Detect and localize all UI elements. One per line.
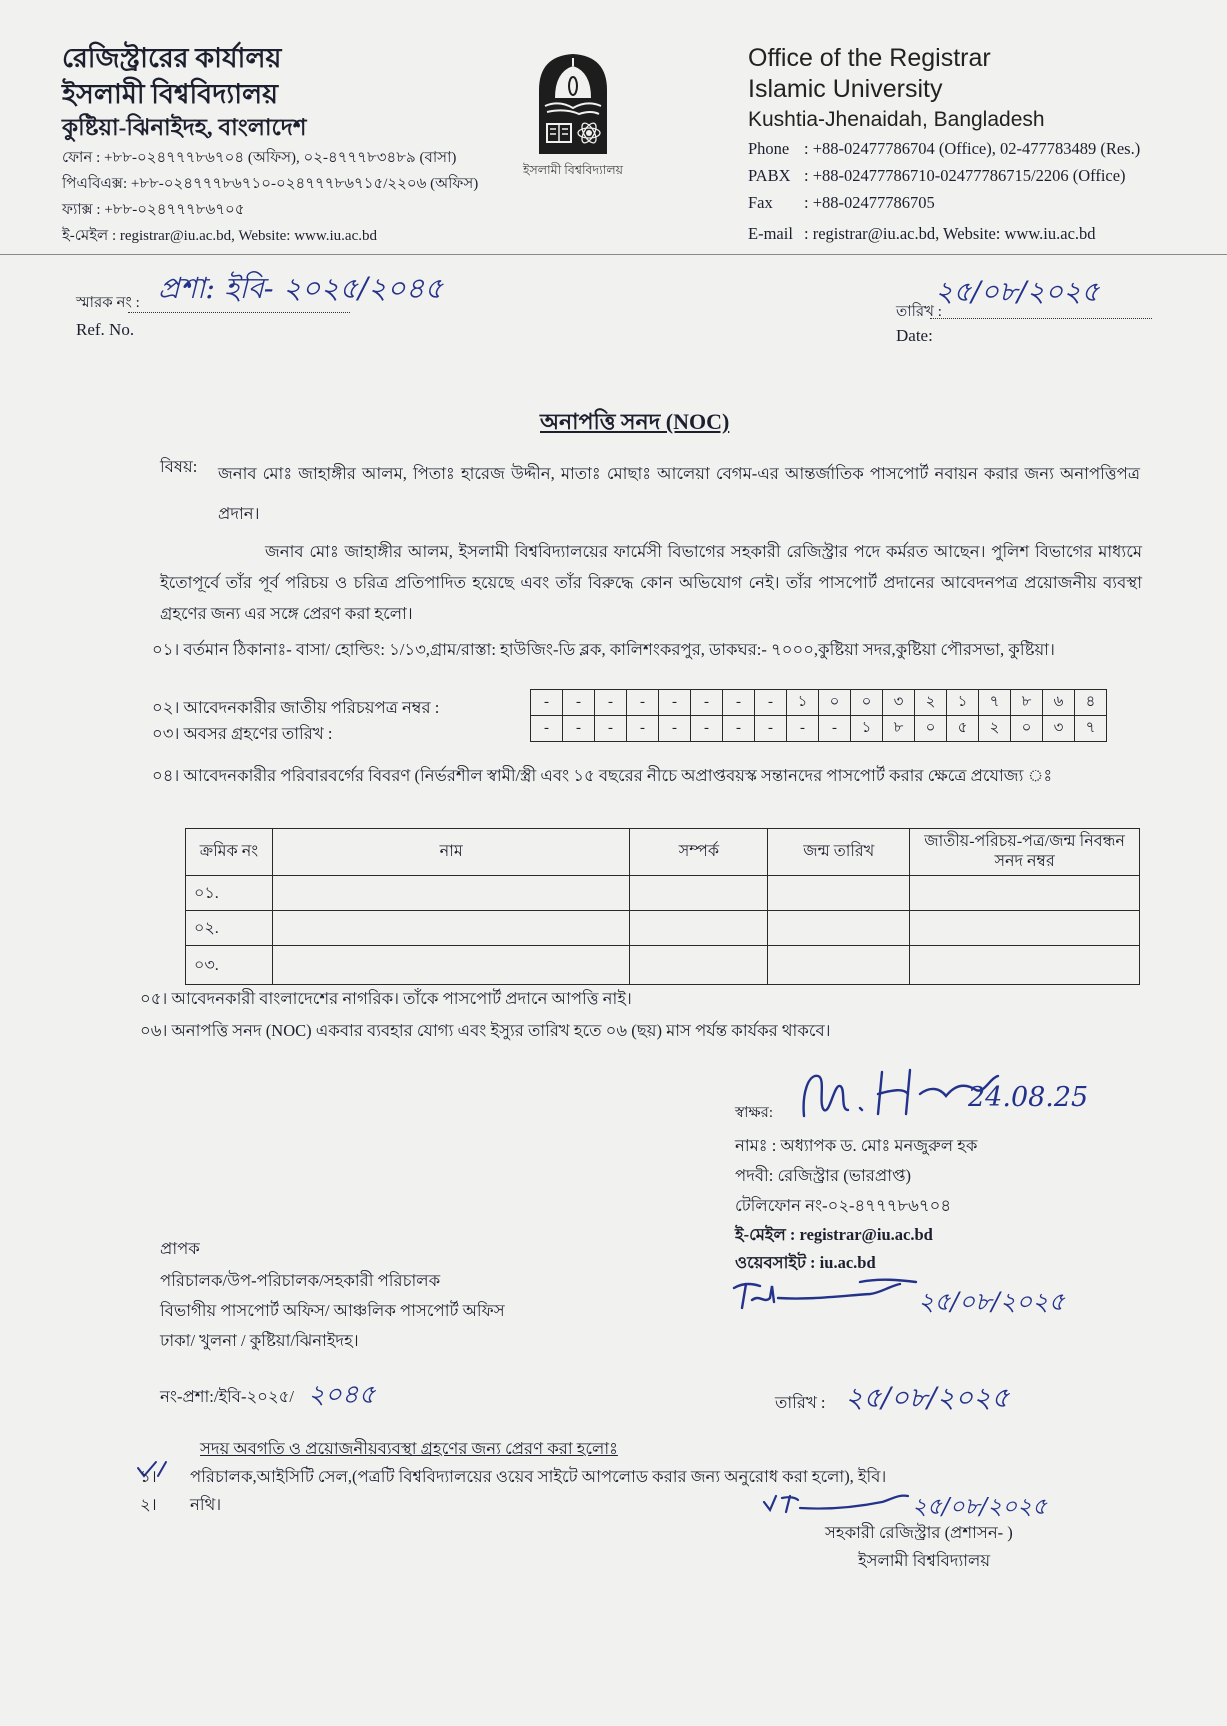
table-row	[186, 946, 1140, 985]
recipient-line-1: পরিচালক/উপ-পরিচালক/সহকারী পরিচালক	[160, 1271, 441, 1290]
fax-bn: ফ্যাক্স : +৮৮-০২৪৭৭৭৮৬৭০৫	[62, 202, 245, 218]
office-name-en: Office of the Registrar	[748, 44, 991, 72]
item-validity: ০৬। অনাপত্তি সনদ (NOC) একবার ব্যবহার যোগ্য এবং ইস্যুর তারিখ হতে ০৬ (ছয়) মাস পর্যন্ত কার্যকর থাকবে।	[140, 1021, 831, 1040]
distribution-item-number: ২।	[140, 1495, 157, 1514]
initial-date-handwritten: ২৫/০৮/২০২৫	[918, 1287, 1065, 1316]
row-birth-date	[768, 911, 910, 946]
family-table	[185, 828, 1140, 985]
retirement-digit-cell: ৭	[1075, 716, 1107, 742]
university-name-en: Islamic University	[748, 75, 943, 103]
row-name	[272, 876, 630, 911]
retirement-digit-cell: -	[691, 716, 723, 742]
pabx-value: : +88-02477786710-02477786715/2206 (Office)	[804, 166, 1126, 185]
ref-label-bn: স্মারক নং :	[76, 295, 140, 311]
nid-digit-cell: -	[531, 690, 563, 716]
phone-value: : +88-02477786704 (Office), 02-477783489 (Res.)	[804, 139, 1141, 158]
retirement-digit-cell: -	[787, 716, 819, 742]
memo-date-handwritten: ২৫/০৮/২০২৫	[845, 1381, 1010, 1414]
signature-date-handwritten: 24.08.25	[968, 1082, 1089, 1113]
nid-digit-cell: ০	[851, 690, 883, 716]
university-logo	[535, 50, 611, 156]
nid-digit-cell: ৭	[979, 690, 1011, 716]
column-header-serial: ক্রমিক নং	[186, 829, 273, 876]
memo-date-label: তারিখ :	[775, 1393, 826, 1412]
nid-digit-cell: ৪	[1075, 690, 1107, 716]
column-header-name: নাম	[272, 829, 630, 876]
row-relation	[630, 946, 768, 985]
email-value: : registrar@iu.ac.bd, Website: www.iu.ac.bd	[804, 224, 1096, 243]
document-title: অনাপত্তি সনদ (NOC)	[540, 409, 730, 434]
fax-value: : +88-02477786705	[804, 193, 935, 212]
nid-digit-cell: -	[755, 690, 787, 716]
item-address: ০১। বর্তমান ঠিকানাঃ- বাসা/ হোল্ডিং: ১/১৩,গ্রাম/রাস্তা: হাউজিং-ডি ব্লক, কালিশংকরপুর, ডাকঘর:- ৭০০০,কুষ্টিয়া সদর,কুষ্টিয়া পৌরসভা, কুষ্টিয়া।	[152, 640, 1055, 659]
column-header-relation: সম্পর্ক	[630, 829, 768, 876]
university-name-bn: ইসলামী বিশ্ববিদ্যালয়	[62, 79, 279, 109]
row-nid	[910, 911, 1140, 946]
pabx-en	[748, 166, 1126, 186]
family-table-header	[186, 829, 1140, 876]
assistant-registrar-signature	[762, 1490, 912, 1518]
retirement-digit-cell: -	[563, 716, 595, 742]
phone-bn: ফোন : +৮৮-০২৪৭৭৭৮৬৭০৪ (অফিস), ০২-৪৭৭৭৮৩৪৮৯ (বাসা)	[62, 150, 457, 166]
id-number-grid	[530, 689, 1107, 742]
row-nid	[910, 876, 1140, 911]
row-serial: ০৩.	[186, 946, 273, 985]
phone-label: Phone	[748, 139, 790, 158]
distribution-item-text: নথি।	[190, 1495, 222, 1514]
nid-digit-cell: ২	[915, 690, 947, 716]
header-divider	[0, 254, 1227, 255]
recipient-line-2: বিভাগীয় পাসপোর্ট অফিস/ আঞ্চলিক পাসপোর্ট অফিস	[160, 1301, 505, 1320]
location-bn: কুষ্টিয়া-ঝিনাইদহ, বাংলাদেশ	[62, 115, 307, 140]
row-birth-date	[768, 876, 910, 911]
item-citizen: ০৫। আবেদনকারী বাংলাদেশের নাগরিক। তাঁকে পাসপোর্ট প্রদানে আপত্তি নাই।	[140, 989, 632, 1008]
retirement-digit-cell: ০	[1011, 716, 1043, 742]
nid-digit-cell: -	[659, 690, 691, 716]
retirement-digit-cell: -	[659, 716, 691, 742]
initial-signature	[730, 1274, 920, 1320]
nid-digit-cell: -	[595, 690, 627, 716]
nid-digit-cell: ৬	[1043, 690, 1075, 716]
ref-label-en: Ref. No.	[76, 320, 135, 339]
retirement-digit-cell: -	[755, 716, 787, 742]
retirement-digit-cell: ০	[915, 716, 947, 742]
distribution-item-text: পরিচালক,আইসিটি সেল,(পত্রটি বিশ্ববিদ্যালয়ের ওয়েব সাইটে আপলোড করার জন্য অনুরোধ করা হলো), ইবি।	[190, 1467, 887, 1486]
date-handwritten: ২৫/০৮/২০২৫	[935, 275, 1100, 308]
email-en	[748, 224, 1096, 244]
date-label-bn: তারিখ :	[896, 304, 942, 320]
logo-caption: ইসলামী বিশ্ববিদ্যালয়	[522, 163, 624, 177]
item-family-details: ০৪। আবেদনকারীর পরিবারবর্গের বিবরণ (নির্ভরশীল স্বামী/স্ত্রী এবং ১৫ বছরের নীচে অপ্রাপ্তবয়স্ক সন্তানদের পাসপোর্ট করার ক্ষেত্রে প্রযোজ্য ঃ	[152, 766, 1053, 785]
ref-number-handwritten: প্রশা: ইবি- ২০২৫/২০৪৫	[158, 271, 444, 305]
fax-label: Fax	[748, 193, 773, 212]
phone-en	[748, 139, 1140, 159]
date-dotted-line	[930, 318, 1152, 319]
row-serial: ০২.	[186, 911, 273, 946]
location-en: Kushtia-Jhenaidah, Bangladesh	[748, 108, 1045, 131]
retirement-digit-cell: ১	[851, 716, 883, 742]
column-header-birth-date: জন্ম তারিখ	[768, 829, 910, 876]
pabx-bn: পিএবিএক্স: +৮৮-০২৪৭৭৭৮৬৭১০-০২৪৭৭৭৮৬৭১৫/২২০৬ (অফিস)	[62, 176, 479, 192]
assistant-registrar-title: সহকারী রেজিস্ট্রার (প্রশাসন- )	[825, 1523, 1013, 1542]
nid-digit-cell: ৮	[1011, 690, 1043, 716]
signatory-telephone: টেলিফোন নং-০২-৪৭৭৭৮৬৭০৪	[735, 1196, 952, 1215]
row-relation	[630, 876, 768, 911]
nid-digit-cell: -	[723, 690, 755, 716]
recipient-label: প্রাপক	[160, 1239, 200, 1258]
memo-number-printed: নং-প্রশা:/ইবি-২০২৫/	[160, 1387, 294, 1406]
signatory-designation: পদবী: রেজিস্ট্রার (ভারপ্রাপ্ত)	[735, 1166, 912, 1185]
signatory-name: নামঃ : অধ্যাপক ড. মোঃ মনজুরুল হক	[735, 1136, 978, 1155]
subject-text: জনাব মোঃ জাহাঙ্গীর আলম, পিতাঃ হারেজ উদ্দীন, মাতাঃ মোছাঃ আলেয়া বেগম-এর আন্তর্জাতিক পাসপোর্ট নবায়ন করার জন্য অনাপত্তিপত্র প্রদান।	[218, 464, 1140, 523]
subject-label: বিষয়:	[160, 457, 198, 476]
retirement-digit-cell: -	[819, 716, 851, 742]
item-retirement-label: ০৩। অবসর গ্রহণের তারিখ :	[152, 724, 333, 743]
nid-digit-cell: ০	[819, 690, 851, 716]
pabx-label: PABX	[748, 166, 791, 185]
distribution-item-number: ১।	[140, 1467, 157, 1486]
retirement-digit-cell: -	[595, 716, 627, 742]
nid-digit-cell: -	[627, 690, 659, 716]
assistant-registrar-date-handwritten: ২৫/০৮/২০২৫	[912, 1494, 1048, 1520]
row-name	[272, 911, 630, 946]
retirement-digit-cell: -	[627, 716, 659, 742]
signatory-website: ওয়েবসাইট : iu.ac.bd	[735, 1253, 876, 1272]
assistant-registrar-org: ইসলামী বিশ্ববিদ্যালয়	[858, 1551, 991, 1570]
row-serial: ০১.	[186, 876, 273, 911]
retirement-digit-cell: ২	[979, 716, 1011, 742]
retirement-digit-row	[531, 716, 1107, 742]
retirement-digit-cell: ৩	[1043, 716, 1075, 742]
office-name-bn: রেজিস্ট্রারের কার্যালয়	[62, 43, 282, 73]
body-paragraph: জনাব মোঃ জাহাঙ্গীর আলম, ইসলামী বিশ্ববিদ্যালয়ের ফার্মেসী বিভাগের সহকারী রেজিস্ট্রার পদে কর্মরত আছেন। পুলিশ বিভাগের মাধ্যমে ইতোপূর্বে তাঁর পূর্ব পরিচয় ও চরিত্র প্রতিপাদিত হয়েছে এবং তাঁর বিরুদ্ধে কোন অভিযোগ নেই। তাঁর পাসপোর্ট প্রদানের আবেদনপত্র প্রয়োজনীয় ব্যবস্থা গ্রহণের জন্য এর সঙ্গে প্রেরণ করা হলো।	[160, 542, 1142, 623]
column-header-nid: জাতীয়-পরিচয়-পত্র/জন্ম নিবন্ধন সনদ নম্বর	[910, 829, 1140, 876]
table-row	[186, 876, 1140, 911]
email-bn: ই-মেইল : registrar@iu.ac.bd, Website: www.iu.ac.bd	[62, 228, 377, 244]
item-nid-label: ০২। আবেদনকারীর জাতীয় পরিচয়পত্র নম্বর :	[152, 698, 440, 717]
email-label: E-mail	[748, 224, 793, 243]
distribution-heading: সদয় অবগতি ও প্রয়োজনীয়ব্যবস্থা গ্রহণের জন্য প্রেরণ করা হলোঃ	[200, 1439, 618, 1458]
retirement-digit-cell: -	[531, 716, 563, 742]
nid-digit-cell: ১	[947, 690, 979, 716]
row-nid	[910, 946, 1140, 985]
row-birth-date	[768, 946, 910, 985]
nid-digit-row	[531, 690, 1107, 716]
row-relation	[630, 911, 768, 946]
signature-label: স্বাক্ষর:	[735, 1105, 774, 1121]
nid-digit-cell: ৩	[883, 690, 915, 716]
row-name	[272, 946, 630, 985]
university-seal-icon	[535, 50, 611, 156]
nid-digit-cell: ১	[787, 690, 819, 716]
retirement-digit-cell: ৮	[883, 716, 915, 742]
date-label-en: Date:	[896, 326, 933, 345]
retirement-digit-cell: ৫	[947, 716, 979, 742]
nid-digit-cell: -	[691, 690, 723, 716]
signatory-email: ই-মেইল : registrar@iu.ac.bd	[735, 1225, 933, 1244]
retirement-digit-cell: -	[723, 716, 755, 742]
fax-en	[748, 193, 935, 213]
recipient-line-3: ঢাকা/ খুলনা / কুষ্টিয়া/ঝিনাইদহ।	[160, 1331, 359, 1350]
table-row	[186, 911, 1140, 946]
nid-digit-cell: -	[563, 690, 595, 716]
memo-number-handwritten: ২০৪৫	[308, 1380, 376, 1410]
